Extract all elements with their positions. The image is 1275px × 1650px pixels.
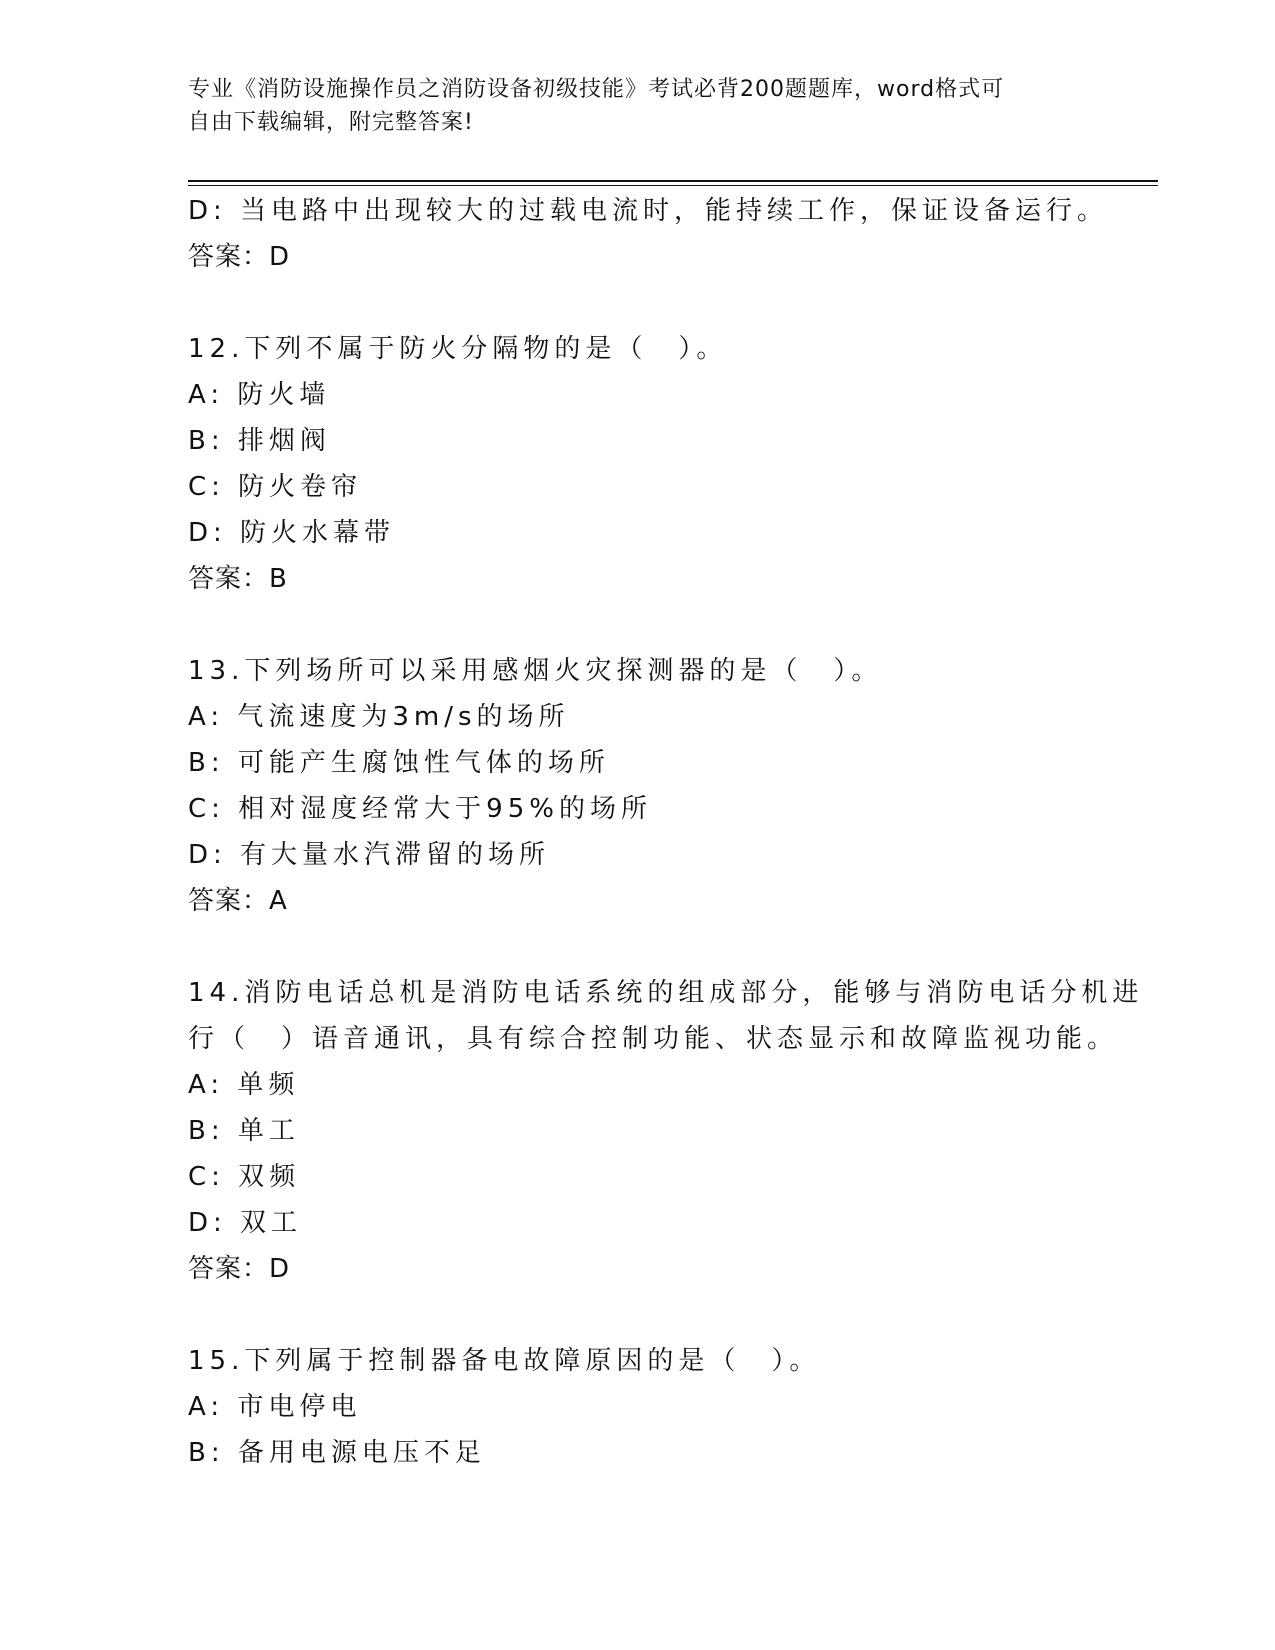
document-header	[188, 73, 1078, 139]
question-12-option-c: C: 防火卷帘	[188, 472, 363, 502]
header-divider-thick	[188, 180, 1158, 182]
question-12-option-a: A: 防火墙	[188, 380, 331, 410]
question-13-option-d: D: 有大量水汽滞留的场所	[188, 840, 551, 870]
answer-11: 答案：D	[188, 242, 291, 272]
answer-14: 答案：D	[188, 1254, 291, 1284]
question-15-stem: 15.下列属于控制器备电故障原因的是（ ）。	[188, 1346, 821, 1376]
header-line-1: 专业《消防设施操作员之消防设备初级技能》考试必背200题题库，word格式可	[188, 77, 1005, 102]
header-line-2: 自由下载编辑，附完整答案!	[188, 110, 474, 135]
answer-12: 答案：B	[188, 564, 288, 594]
question-14-option-c: C: 双频	[188, 1162, 301, 1192]
question-12-option-b: B: 排烟阀	[188, 426, 331, 456]
question-13-stem: 13.下列场所可以采用感烟火灾探测器的是（ ）。	[188, 656, 883, 686]
question-14-stem-line-2: 行（ ）语音通讯，具有综合控制功能、状态显示和故障监视功能。	[188, 1024, 1119, 1054]
answer-13: 答案：A	[188, 886, 288, 916]
header-divider-thin	[188, 185, 1158, 186]
question-13-option-b: B: 可能产生腐蚀性气体的场所	[188, 748, 610, 778]
question-14-stem-line-1: 14.消防电话总机是消防电话系统的组成部分，能够与消防电话分机进	[188, 978, 1144, 1008]
question-14-option-d: D: 双工	[188, 1208, 303, 1238]
question-14-option-a: A: 单频	[188, 1070, 300, 1100]
question-13-option-a: A: 气流速度为3m/s的场所	[188, 702, 570, 732]
question-15-option-b: B: 备用电源电压不足	[188, 1438, 486, 1468]
question-13-option-c: C: 相对湿度经常大于95%的场所	[188, 794, 652, 824]
question-content	[188, 188, 1144, 1476]
question-12-option-d: D: 防火水幕带	[188, 518, 396, 548]
question-14-option-b: B: 单工	[188, 1116, 300, 1146]
question-12-stem: 12.下列不属于防火分隔物的是（ ）。	[188, 334, 728, 364]
continued-option-d: D: 当电路中出现较大的过载电流时，能持续工作，保证设备运行。	[188, 196, 1109, 226]
question-15-option-a: A: 市电停电	[188, 1392, 362, 1422]
